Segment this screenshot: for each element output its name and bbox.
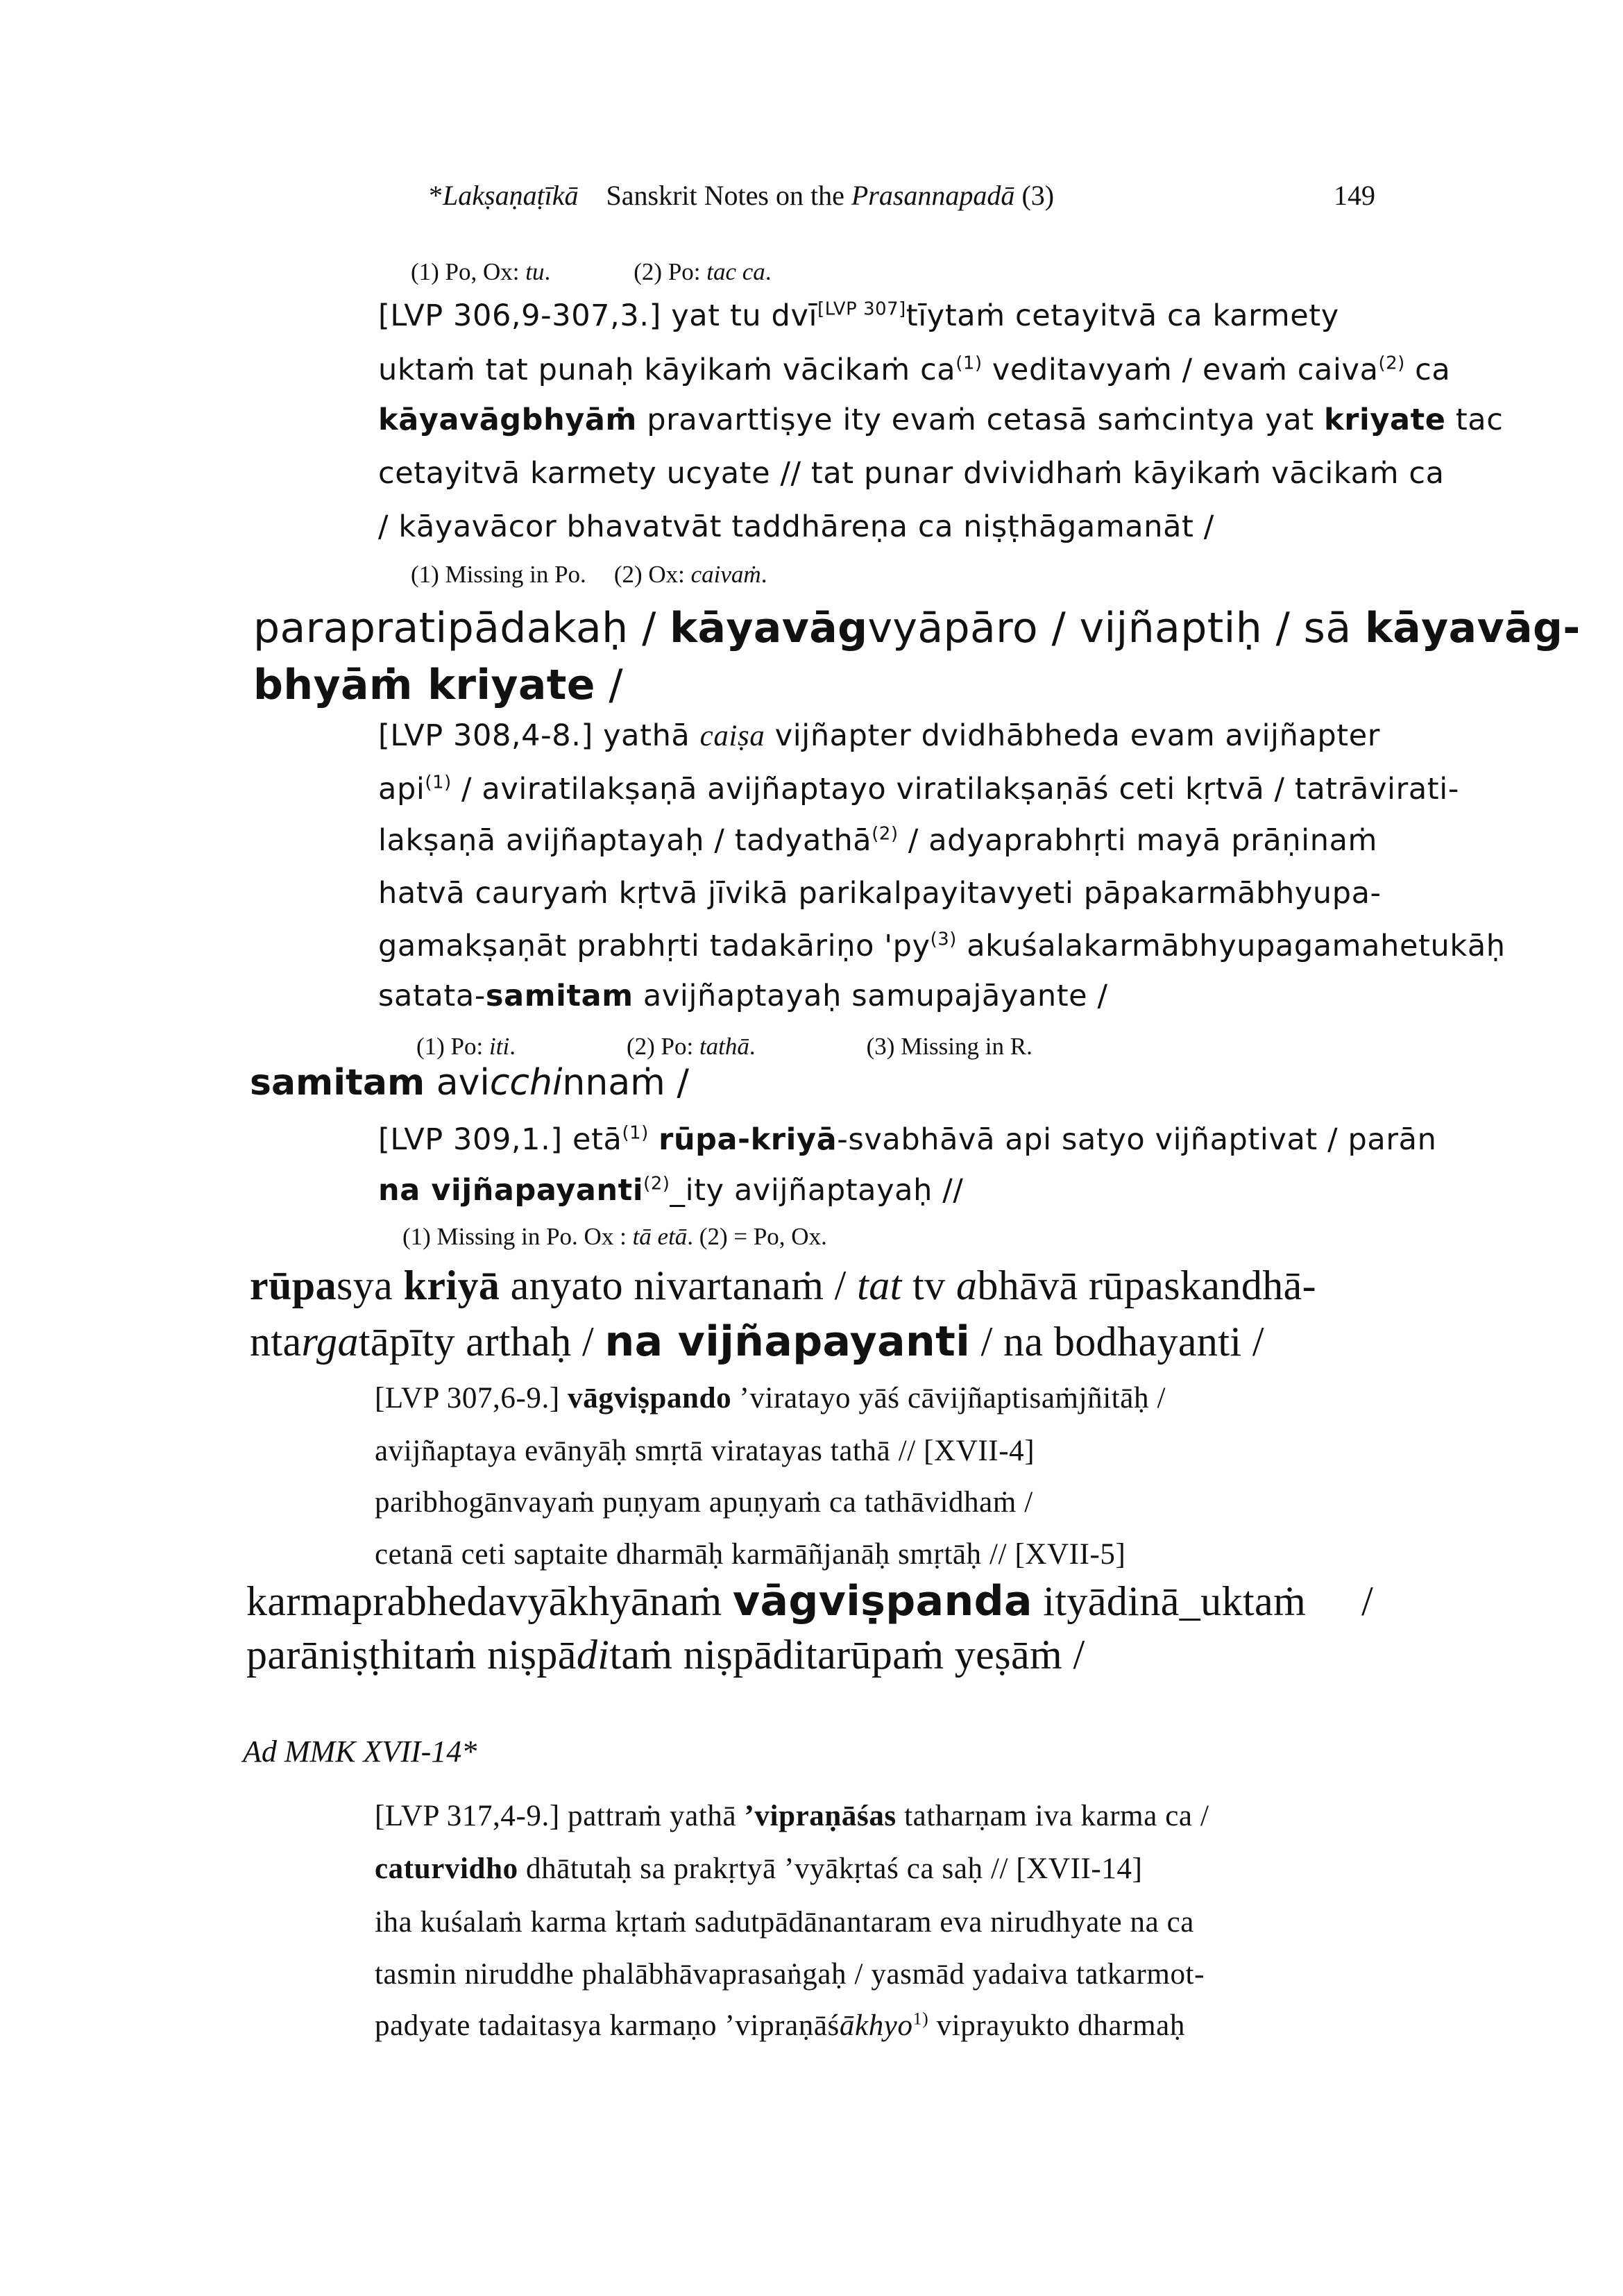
page-number: 149 xyxy=(1334,180,1375,211)
commentary-italic: tat xyxy=(857,1263,902,1308)
quote-line: hatvā cauryaṁ kṛtvā jīvikā parikalpayitavyeti pāpakarmābhyupa- xyxy=(378,876,1382,911)
quote-line xyxy=(375,2009,1185,2043)
header-part: (3) xyxy=(1021,180,1055,211)
footnote-text: . xyxy=(749,1033,756,1060)
footnote-ref: 1) xyxy=(912,2008,929,2029)
verse-text: [LVP 307,6-9.] xyxy=(375,1382,568,1415)
commentary-text: karmaprabhedavyākhyānaṁ xyxy=(246,1578,733,1624)
verse-line: avijñaptaya evānyāḥ smṛtā viratayas tathā // [XVII-4] xyxy=(375,1435,1035,1467)
commentary-line xyxy=(253,661,623,709)
running-header xyxy=(429,179,1400,212)
footnote-text: (2) Ox: xyxy=(613,561,691,588)
quote-line xyxy=(378,403,1503,437)
commentary-text: avi xyxy=(425,1062,490,1104)
commentary-italic: rga xyxy=(301,1319,359,1365)
quote-line xyxy=(378,298,1339,333)
bold-term: na vijñapayanti xyxy=(604,1317,971,1366)
footnote-text: . (2) = Po, Ox. xyxy=(687,1223,827,1250)
commentary-line xyxy=(253,604,1581,652)
footnote-italic: tu xyxy=(525,258,545,285)
header-title: Sanskrit Notes on the xyxy=(606,180,844,211)
quote-text: pravarttiṣye ity evaṁ cetasā saṁcintya yat xyxy=(636,403,1325,437)
commentary-line xyxy=(250,1317,1264,1366)
quote-text: akuśalakarmābhyupagamahetukāḥ xyxy=(956,929,1506,963)
footnote-ref: (2) xyxy=(1378,353,1405,374)
commentary-text: taṁ niṣpāditarūpaṁ yeṣāṁ / xyxy=(609,1632,1085,1678)
quote-line xyxy=(378,353,1450,387)
quote-line xyxy=(378,929,1506,963)
commentary-line xyxy=(246,1577,1373,1626)
quote-line xyxy=(378,823,1377,858)
footnote-text: (1) Po, Ox: xyxy=(411,258,526,285)
quote-text: [LVP 308,4-8.] yathā xyxy=(378,718,700,753)
bold-term: samitam xyxy=(485,979,634,1013)
verse-text: dhātutaḥ sa prakṛtyā ’vyākṛtaś ca saḥ // [XVII-14] xyxy=(518,1852,1143,1885)
commentary-text: nta xyxy=(250,1319,302,1365)
commentary-italic: cchi xyxy=(489,1062,563,1104)
verse-text: tatharṇam iva karma ca / xyxy=(896,1800,1209,1832)
footnote-text: (2) Po: xyxy=(634,258,707,285)
footnote-italic: tā etā xyxy=(632,1223,688,1250)
footnote-text: (2) Po: xyxy=(626,1033,699,1060)
quote-text: / adyaprabhṛti mayā prāṇinaṁ xyxy=(898,823,1378,858)
footnote-text: (3) Missing in R. xyxy=(866,1033,1033,1060)
quote-line: cetayitvā karmety ucyate // tat punar dvividhaṁ kāyikaṁ vācikaṁ ca xyxy=(378,456,1445,491)
footnote-text: . xyxy=(544,258,551,285)
commentary-text: parāniṣṭhitaṁ niṣpā xyxy=(246,1632,577,1678)
footnote-line xyxy=(416,1033,1033,1061)
commentary-text: nnaṁ / xyxy=(562,1062,689,1104)
quote-text: padyate tadaitasya karmaṇo ’vipraṇāś xyxy=(375,2009,840,2042)
quote-line: iha kuśalaṁ karma kṛtaṁ sadutpādānantaram eva nirudhyate na ca xyxy=(375,1906,1194,1939)
bold-term: bhyāṁ kriyate xyxy=(253,661,595,709)
commentary-text: tāpīty arthaḥ / xyxy=(358,1319,605,1365)
quote-text: [LVP 306,9-307,3.] yat tu dvī xyxy=(378,298,818,333)
bold-term: kriyā xyxy=(403,1263,500,1308)
footnote-text: (1) Missing in Po. Ox : xyxy=(402,1223,633,1250)
commentary-italic: di xyxy=(576,1632,610,1678)
footnote-italic: tac ca xyxy=(706,258,765,285)
footnote-text: (1) Po: xyxy=(416,1033,489,1060)
quote-text: ca xyxy=(1404,353,1451,387)
quote-italic: ākhyo xyxy=(839,2009,913,2042)
header-work: Prasannapadā xyxy=(851,180,1015,211)
header-title-italic: Lakṣaṇaṭīkā xyxy=(443,180,579,211)
footnote-text: . xyxy=(765,258,772,285)
quote-line: tasmin niruddhe phalābhāvaprasaṅgaḥ / yasmād yadaiva tatkarmot- xyxy=(375,1958,1205,1991)
quote-text: viprayukto dharmaḥ xyxy=(928,2009,1185,2042)
quote-text: tac xyxy=(1445,403,1504,437)
bold-term: ’vipraṇāśas xyxy=(744,1800,897,1832)
footnote-line xyxy=(411,561,767,589)
commentary-line xyxy=(250,1262,1316,1310)
verse-line: paribhogānvayaṁ puṇyam apuṇyaṁ ca tathāvidhaṁ / xyxy=(375,1486,1033,1519)
bold-term: vāgviṣpanda xyxy=(732,1577,1033,1626)
commentary-line xyxy=(246,1631,1085,1679)
bold-term: caturvidho xyxy=(375,1852,518,1885)
verse-line: cetanā ceti saptaite dharmāḥ karmāñjanāḥ smṛtāḥ // [XVII-5] xyxy=(375,1538,1126,1571)
header-star: * xyxy=(429,180,443,211)
quote-line: / kāyavācor bhavatvāt taddhāreṇa ca niṣṭhāgamanāt / xyxy=(378,509,1214,544)
page-marker: [LVP 307] xyxy=(817,298,906,320)
footnote-ref: (2) xyxy=(872,823,899,845)
section-heading: Ad MMK XVII-14* xyxy=(243,1734,477,1769)
bold-term: na vijñapayanti xyxy=(378,1173,644,1208)
commentary-text: / xyxy=(1361,1578,1374,1624)
commentary-text: / xyxy=(595,661,623,709)
quote-line xyxy=(378,718,1380,753)
commentary-line xyxy=(250,1062,689,1104)
quote-text: -svabhāvā api satyo vijñaptivat / parān xyxy=(837,1122,1437,1157)
quote-text: / aviratilakṣaṇā avijñaptayo viratilakṣaṇāś ceti kṛtvā / tatrāvirati- xyxy=(451,772,1459,807)
footnote-italic: iti xyxy=(489,1033,510,1060)
commentary-text: anyato nivartanaṁ / xyxy=(500,1263,858,1308)
quote-text: satata- xyxy=(378,979,486,1013)
commentary-text: tv xyxy=(901,1263,956,1308)
verse-line xyxy=(375,1381,1166,1415)
quote-line xyxy=(378,1122,1436,1157)
footnote-ref: (1) xyxy=(622,1122,649,1144)
bold-term: samitam xyxy=(250,1062,425,1104)
quote-line xyxy=(378,1173,963,1208)
quote-text: gamakṣaṇāt prabhṛti tadakāriṇo 'py xyxy=(378,929,931,963)
footnote-line xyxy=(411,258,772,286)
commentary-text: bhāvā rūpaskandhā- xyxy=(977,1263,1317,1308)
quote-text: uktaṁ tat punaḥ kāyikaṁ vācikaṁ ca xyxy=(378,353,956,387)
commentary-text: vyāpāro / vijñaptiḥ / sā xyxy=(867,604,1365,652)
commentary-text: sya xyxy=(336,1263,404,1308)
bold-term: kriyate xyxy=(1324,403,1446,437)
commentary-text: _uktaṁ xyxy=(1179,1578,1307,1624)
bold-term: kāyavāg xyxy=(670,604,868,652)
footnote-ref: (3) xyxy=(930,929,957,950)
verse-text: [LVP 317,4-9.] pattraṁ yathā xyxy=(375,1800,745,1832)
verse-text: ’viratayo yāś cāvijñaptisaṁjñitāḥ / xyxy=(731,1382,1166,1415)
quote-text: veditavyaṁ / evaṁ caiva xyxy=(982,353,1379,387)
quote-text: [LVP 309,1.] etā xyxy=(378,1122,622,1157)
bold-term: vāgviṣpando xyxy=(568,1382,732,1415)
footnote-ref: (1) xyxy=(425,772,452,793)
quote-text: avijñaptayaḥ samupajāyante / xyxy=(633,979,1108,1013)
quote-text: vijñapter dvidhābheda evam avijñapter xyxy=(765,718,1381,753)
commentary-text: ityādinā xyxy=(1032,1578,1180,1624)
footnote-ref: (2) xyxy=(643,1173,670,1195)
bold-term: kāyavāg- xyxy=(1364,604,1581,652)
quote-italic: caiṣa xyxy=(699,720,765,752)
quote-line xyxy=(378,772,1459,807)
quote-text: api xyxy=(378,772,425,807)
footnote-text: . xyxy=(760,561,767,588)
commentary-italic: a xyxy=(955,1263,978,1308)
quote-text: _ity avijñaptayaḥ // xyxy=(670,1173,964,1208)
quote-text: lakṣaṇā avijñaptayaḥ / tadyathā xyxy=(378,823,872,858)
footnote-text: . xyxy=(509,1033,516,1060)
commentary-text: / na bodhayanti / xyxy=(970,1319,1264,1365)
quote-text: tīytaṁ cetayitvā ca karmety xyxy=(906,298,1339,333)
footnote-ref: (1) xyxy=(955,353,983,374)
bold-term: rūpa-kriyā xyxy=(658,1122,838,1157)
footnote-italic: tathā xyxy=(699,1033,749,1060)
footnote-line xyxy=(402,1223,827,1251)
footnote-text: (1) Missing in Po. xyxy=(411,561,586,588)
commentary-text: parapratipādakaḥ / xyxy=(253,604,670,652)
verse-line xyxy=(375,1799,1209,1833)
bold-term: rūpa xyxy=(250,1263,337,1308)
quote-line xyxy=(378,979,1108,1013)
bold-term: kāyavāgbhyāṁ xyxy=(378,403,637,437)
verse-line xyxy=(375,1852,1143,1886)
footnote-italic: caivaṁ xyxy=(690,561,761,588)
